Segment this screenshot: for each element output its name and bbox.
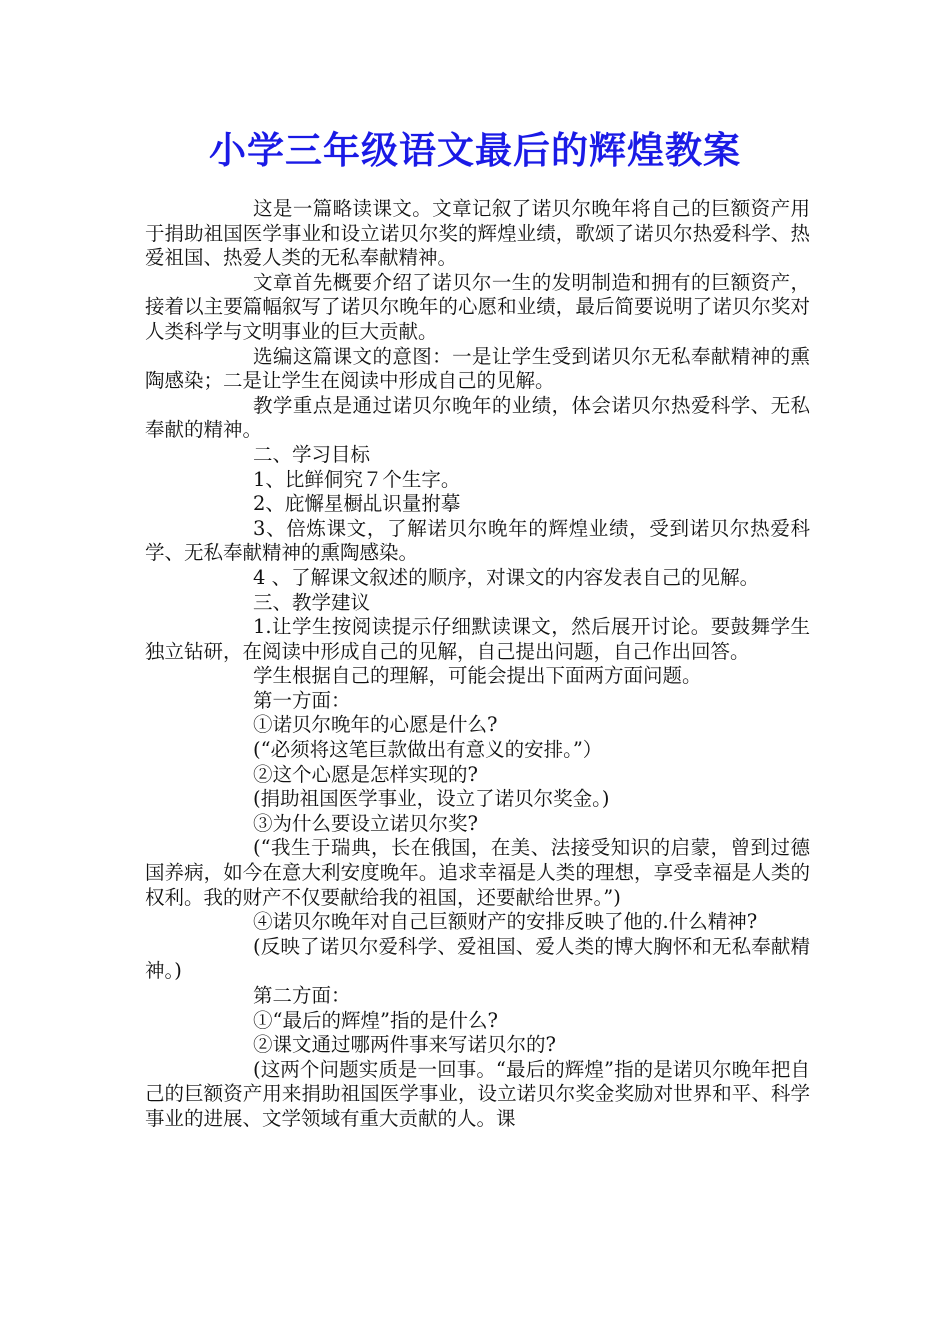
paragraph: 教学重点是通过诺贝尔晚年的业绩，体会诺贝尔热爱科学、无私奉献的精神。 (145, 393, 810, 442)
question-line: ②课文通过哪两件事来写诺贝尔的? (253, 1033, 556, 1057)
goal-item: 2、庇懈星橱乩识量拊摹 (253, 492, 461, 516)
question-line: ①“最后的辉煌”指的是什么? (253, 1008, 498, 1032)
answer-paragraph: (“我生于瑞典，长在俄国，在美、法接受知识的启蒙，曾到过德国养病，如今在意大利安度晚年。追求幸福是人类的理想，享受幸福是人类的权利。我的财产不仅要献给我的祖国，还要献给世界。”) (145, 836, 810, 909)
section-heading-goals: 二、学习目标 (253, 442, 371, 466)
paragraph: 这是一篇略读课文。文章记叙了诺贝尔晚年将自己的巨额资产用于捐助祖国医学事业和设立诺贝尔奖的辉煌业绩，歌颂了诺贝尔热爱科学、热爱祖国、热爱人类的无私奉献精神。 (145, 197, 810, 270)
part-heading: 第一方面： (253, 688, 351, 712)
question-line: ②这个心愿是怎样实现的? (253, 762, 478, 786)
document-title: 小学三年级语文最后的辉煌教案 (209, 128, 741, 172)
document-body (145, 197, 810, 1132)
goal-item: 4 、了解课文叙述的顺序，对课文的内容发表自己的见解。 (253, 565, 760, 589)
answer-paragraph: (反映了诺贝尔爱科学、爱祖国、爱人类的博大胸怀和无私奉献精神。) (145, 934, 810, 983)
paragraph: 选编这篇课文的意图：一是让学生受到诺贝尔无私奉献精神的熏陶感染；二是让学生在阅读中形成自己的见解。 (145, 344, 810, 393)
section-heading-advice: 三、教学建议 (253, 590, 371, 614)
paragraph: 文章首先概要介绍了诺贝尔一生的发明制造和拥有的巨额资产，接着以主要篇幅叙写了诺贝尔晚年的心愿和业绩，最后简要说明了诺贝尔奖对人类科学与文明事业的巨大贡献。 (145, 270, 810, 343)
question-line: ①诺贝尔晚年的心愿是什么? (253, 713, 498, 737)
goal-item: 3、倍炼课文，了解诺贝尔晚年的辉煌业绩，受到诺贝尔热爱科学、无私奉献精神的熏陶感染。 (145, 516, 810, 565)
goal-item: 1、比鲜侗究７个生字。 (253, 467, 461, 491)
answer-line: (捐助祖国医学事业，设立了诺贝尔奖金。) (253, 787, 610, 811)
part-heading: 第二方面： (253, 984, 351, 1007)
answer-paragraph: (这两个问题实质是一回事。“最后的辉煌”指的是诺贝尔晚年把自己的巨额资产用来捐助祖国医学事业，设立诺贝尔奖金奖励对世界和平、科学事业的进展、文学领域有重大贡献的人。课 (145, 1057, 810, 1130)
question-paragraph: ④诺贝尔晚年对自己巨额财产的安排反映了他的.什么精神? (253, 910, 758, 934)
question-line: ③为什么要设立诺贝尔奖? (253, 811, 478, 835)
advice-lead: 学生根据自己的理解，可能会提出下面两方面问题。 (253, 664, 702, 688)
answer-line: (“必须将这笔巨款做出有意义的安排。”） (253, 738, 603, 762)
advice-item: 1.让学生按阅读提示仔细默读课文，然后展开讨论。要鼓舞学生独立钻研，在阅读中形成自己的见解，自己提出问题，自己作出回答。 (145, 615, 810, 663)
